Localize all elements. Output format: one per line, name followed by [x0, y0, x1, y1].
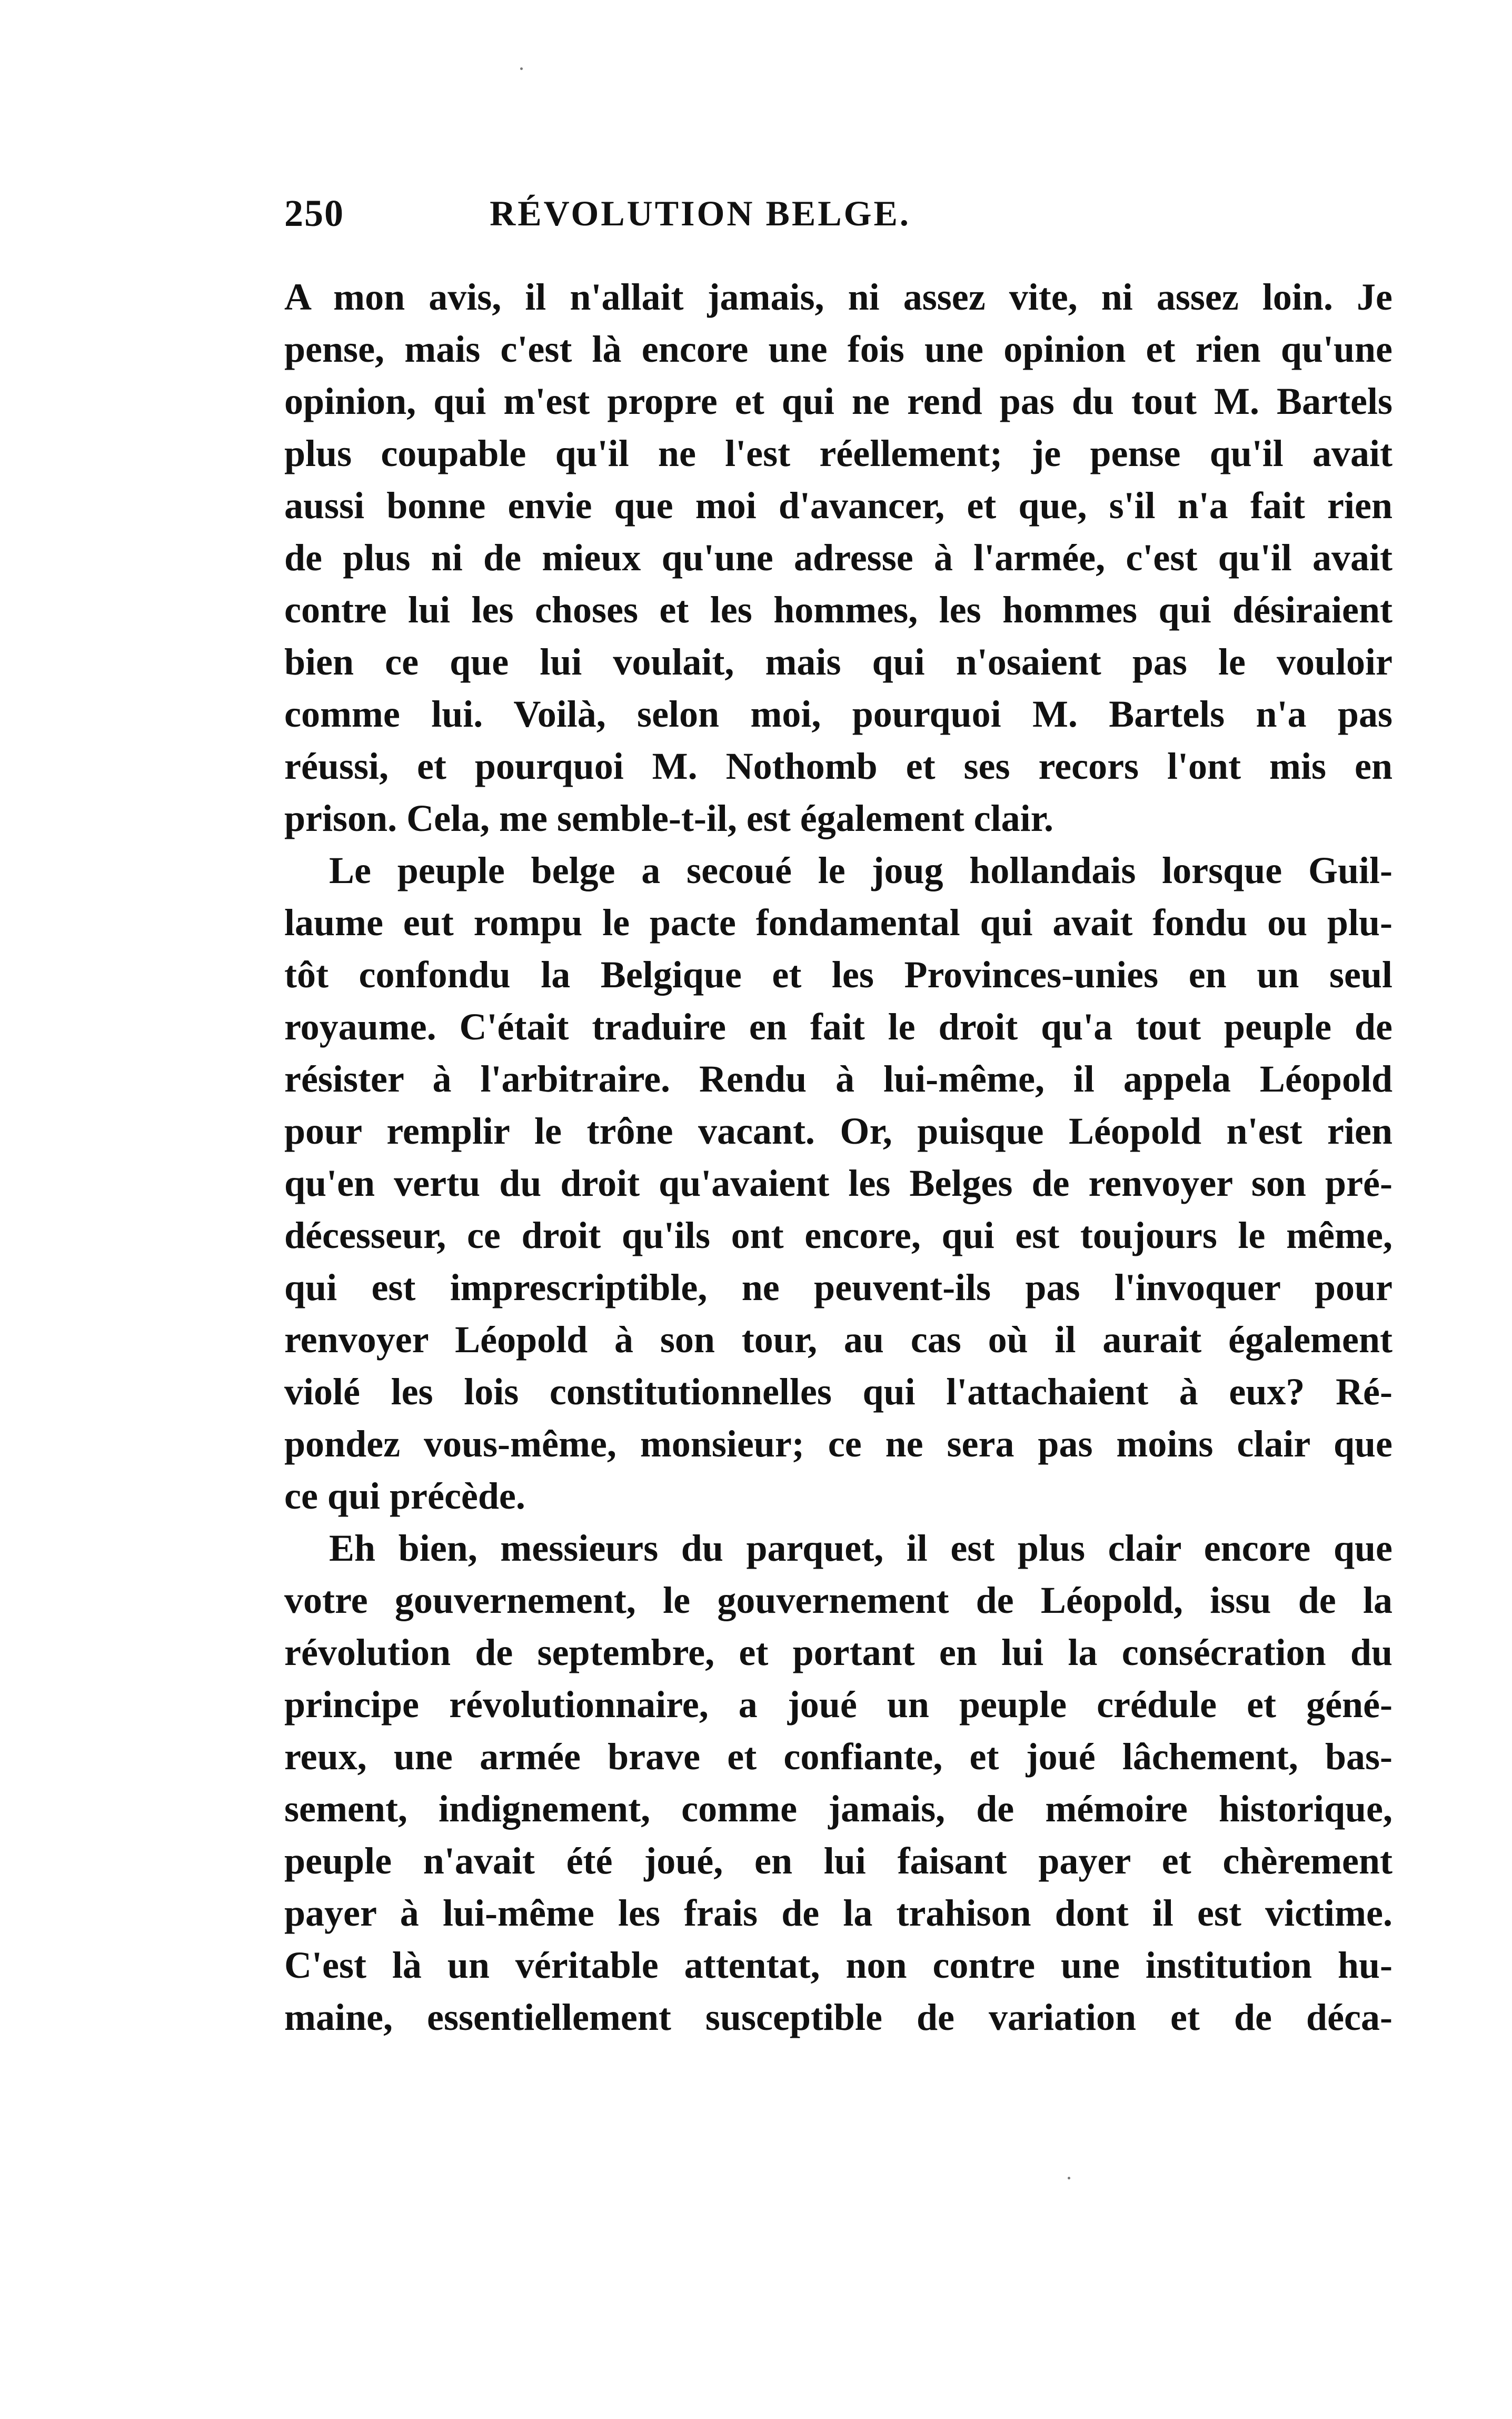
- paragraph-start-line: Le peuple belge a secoué le joug hollandais lorsque Guil-: [329, 849, 1392, 891]
- text-line: renvoyer Léopold à son tour, au cas où il aurait également: [284, 1318, 1392, 1361]
- text-line: votre gouvernement, le gouvernement de Léopold, issu de la: [284, 1579, 1392, 1621]
- text-line: plus coupable qu'il ne l'est réellement; je pense qu'il avait: [284, 432, 1392, 474]
- text-line: qu'en vertu du droit qu'avaient les Belges de renvoyer son pré-: [284, 1162, 1392, 1204]
- text-line: C'est là un véritable attentat, non contre une institution hu-: [284, 1944, 1392, 1986]
- text-line: décesseur, ce droit qu'ils ont encore, qui est toujours le même,: [284, 1214, 1392, 1256]
- speck-bottom: [1068, 2177, 1070, 2179]
- text-line: payer à lui-même les frais de la trahison dont il est victime.: [284, 1892, 1392, 1934]
- text-line: comme lui. Voilà, selon moi, pourquoi M. Bartels n'a pas: [284, 693, 1392, 735]
- text-line: révolution de septembre, et portant en lui la consécration du: [284, 1631, 1392, 1673]
- text-line: tôt confondu la Belgique et les Provinces-unies en un seul: [284, 954, 1392, 996]
- text-line: principe révolutionnaire, a joué un peuple crédule et géné-: [284, 1683, 1392, 1726]
- text-line: sement, indignement, comme jamais, de mémoire historique,: [284, 1788, 1392, 1830]
- text-line: de plus ni de mieux qu'une adresse à l'armée, c'est qu'il avait: [284, 537, 1392, 579]
- text-line: qui est imprescriptible, ne peuvent-ils pas l'invoquer pour: [284, 1266, 1392, 1308]
- paragraph-end-line: ce qui précède.: [284, 1475, 525, 1517]
- running-title: RÉVOLUTION BELGE.: [490, 193, 911, 233]
- text-line: royaume. C'était traduire en fait le droit qu'a tout peuple de: [284, 1006, 1392, 1048]
- paragraph-start-line: Eh bien, messieurs du parquet, il est plus clair encore que: [329, 1527, 1392, 1569]
- text-line: contre lui les choses et les hommes, les hommes qui désiraient: [284, 589, 1392, 631]
- text-line: pour remplir le trône vacant. Or, puisque Léopold n'est rien: [284, 1110, 1392, 1152]
- text-line: violé les lois constitutionnelles qui l'attachaient à eux? Ré-: [284, 1371, 1392, 1413]
- text-line: opinion, qui m'est propre et qui ne rend pas du tout M. Bartels: [284, 380, 1392, 422]
- text-line: maine, essentiellement susceptible de variation et de déca-: [284, 1996, 1392, 2038]
- text-line: A mon avis, il n'allait jamais, ni assez vite, ni assez loin. Je: [284, 276, 1392, 318]
- text-line: pondez vous-même, monsieur; ce ne sera pas moins clair que: [284, 1423, 1392, 1465]
- page-number: 250: [284, 192, 344, 234]
- body-text: [284, 271, 1392, 2044]
- text-line: laume eut rompu le pacte fondamental qui avait fondu ou plu-: [284, 901, 1392, 944]
- speck-top: [520, 67, 523, 70]
- text-line: reux, une armée brave et confiante, et joué lâchement, bas-: [284, 1736, 1392, 1778]
- text-line: aussi bonne envie que moi d'avancer, et que, s'il n'a fait rien: [284, 484, 1392, 527]
- text-line: réussi, et pourquoi M. Nothomb et ses recors l'ont mis en: [284, 745, 1392, 787]
- text-line: peuple n'avait été joué, en lui faisant payer et chèrement: [284, 1840, 1392, 1882]
- text-line: bien ce que lui voulait, mais qui n'osaient pas le vouloir: [284, 641, 1392, 683]
- paragraph-end-line: prison. Cela, me semble-t-il, est également clair.: [284, 797, 1053, 839]
- text-line: pense, mais c'est là encore une fois une opinion et rien qu'une: [284, 328, 1392, 370]
- text-line: résister à l'arbitraire. Rendu à lui-même, il appela Léopold: [284, 1058, 1392, 1100]
- page-header: [284, 190, 1116, 237]
